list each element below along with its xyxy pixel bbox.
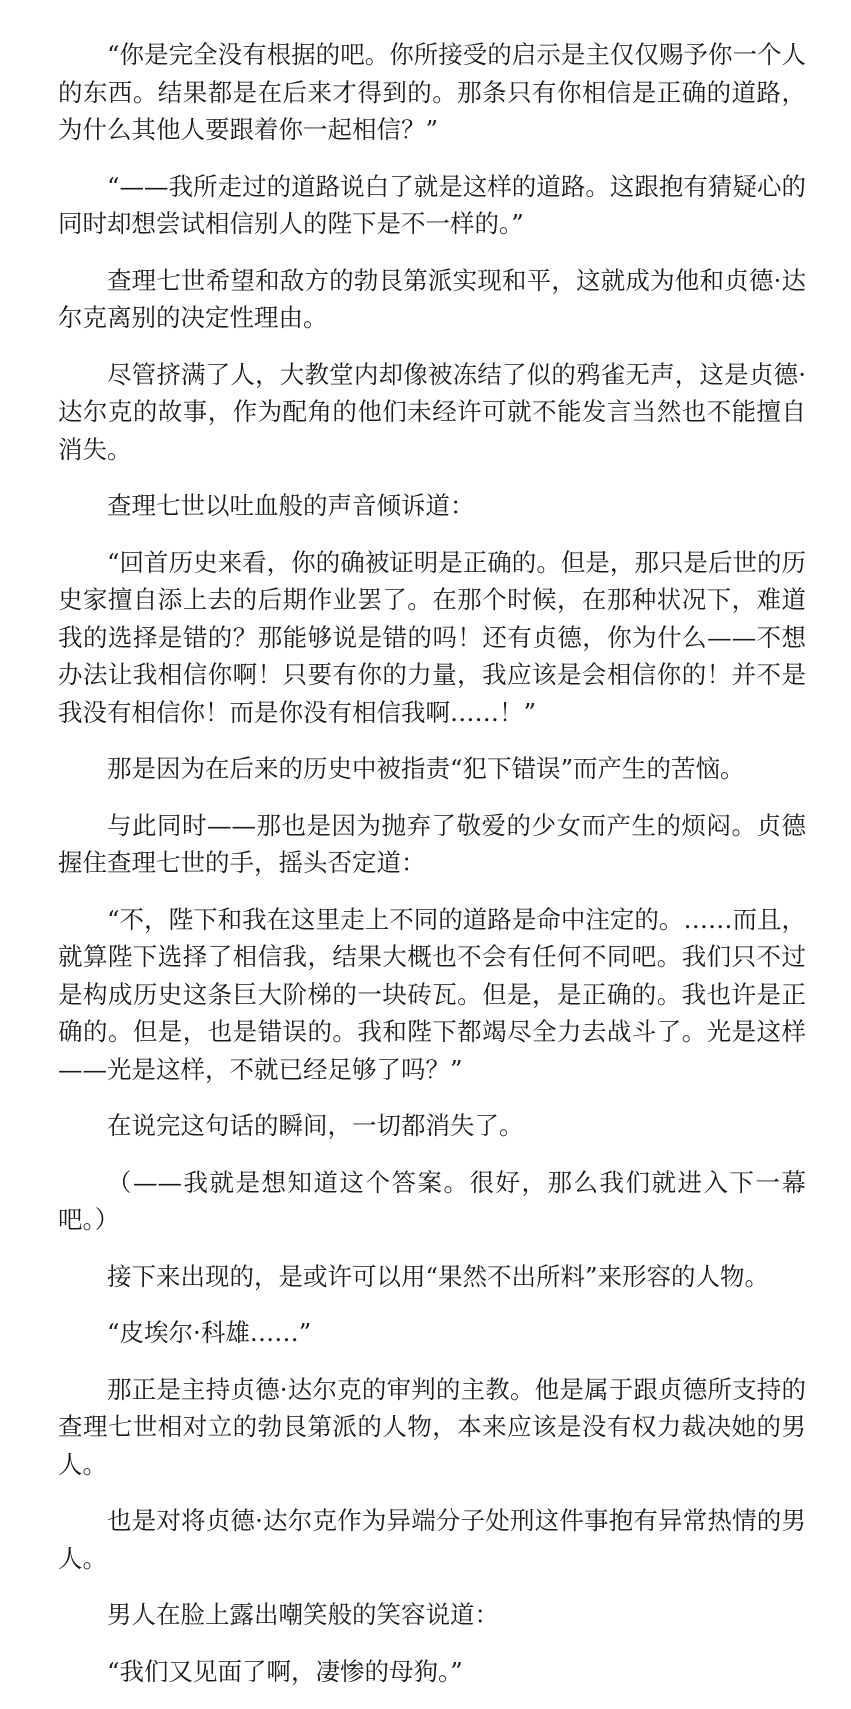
paragraph: 那正是主持贞德·达尔克的审判的主教。他是属于跟贞德所支持的查理七世相对立的勃艮第派的人物，本来应该是没有权力裁决她的男人。 [58,1374,806,1479]
paragraph: 在说完这句话的瞬间，一切都消失了。 [107,1111,524,1140]
paragraph: 查理七世希望和敌方的勃艮第派实现和平，这就成为他和贞德·达尔克离别的决定性理由。 [58,265,806,332]
paragraph: “你是完全没有根据的吧。你所接受的启示是主仅仅赐予你一个人的东西。结果都是在后来才得到的。那条只有你相信是正确的道路，为什么其他人要跟着你一起相信？” [58,40,806,144]
paragraph: “——我所走过的道路说白了就是这样的道路。这跟抱有猜疑心的同时却想尝试相信别人的陛下是不一样的。” [58,171,806,238]
paragraph: 那是因为在后来的历史中被指责“犯下错误”而产生的苦恼。 [107,754,745,783]
paragraph: “回首历史来看，你的确被证明是正确的。但是，那只是后世的历史家擅自添上去的后期作业罢了。在那个时候，在那种状况下，难道我的选择是错的？那能够说是错的吗！还有贞德，你为什么——不想办法让我相信你啊！只要有你的力量，我应该是会相信你的！并不是我没有相信你！而是你没有相信我啊……！” [58,547,806,727]
paragraph: “不，陛下和我在这里走上不同的道路是命中注定的。……而且，就算陛下选择了相信我，结果大概也不会有任何不同吧。我们只不过是构成历史这条巨大阶梯的一块砖瓦。但是，是正确的。我也许是正确的。但是，也是错误的。我和陛下都竭尽全力去战斗了。光是这样——光是这样，不就已经足够了吗？” [58,904,806,1084]
paragraph: 男人在脸上露出嘲笑般的笑容说道： [107,1600,499,1629]
body-text [58,36,806,1709]
paragraph: 也是对将贞德·达尔克作为异端分子处刑这件事抱有异常热情的男人。 [58,1506,806,1573]
paragraph: “我们又见面了啊，凄惨的母狗。” [107,1656,463,1686]
paragraph: （——我就是想知道这个答案。很好，那么我们就进入下一幕吧。） [58,1167,806,1234]
paragraph: 与此同时——那也是因为抛弃了敬爱的少女而产生的烦闷。贞德握住查理七世的手，摇头否定道： [58,810,806,877]
paragraph: 尽管挤满了人，大教堂内却像被冻结了似的鸦雀无声，这是贞德·达尔克的故事，作为配角的他们未经许可就不能发言当然也不能擅自消失。 [58,359,806,464]
paragraph: “皮埃尔·科雄……” [107,1318,312,1347]
paragraph: 接下来出现的，是或许可以用“果然不出所料”来形容的人物。 [107,1261,770,1291]
paragraph: 查理七世以吐血般的声音倾诉道： [107,491,475,520]
